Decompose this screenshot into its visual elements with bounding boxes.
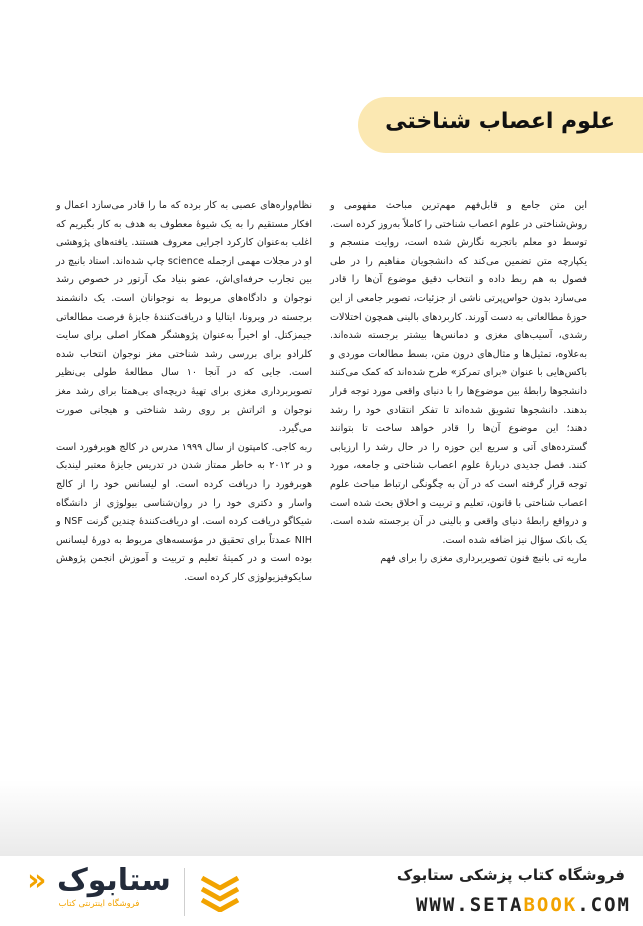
- footer-gradient: [0, 780, 643, 860]
- url-prefix: WWW.SETA: [415, 894, 524, 916]
- brand-arrows-icon: «: [27, 863, 47, 898]
- store-url[interactable]: [416, 894, 631, 916]
- url-suffix: .COM: [577, 894, 631, 916]
- paragraph: ماریه تی بانیچ فنون تصویربرداری مغزی را برای فهم: [380, 553, 587, 565]
- paragraph: نظام‌واره‌های عصبی به کار برده که ما را قادر می‌سازد اعمال و افکار مستقیم را به یک شیوهٔ معطوف به هدف به کار بگیریم که اغلب به‌عنوان کارکرد اجرایی معروف هستند. یافته‌های پژوهشی او در مجلات مهمی ازجمله science چاپ شده‌اند. استاد بانیچ در بین تجارب حرفه‌ای‌اش، عضو بنیاد مک آرتور در خصوص رشد نوجوان و دادگاه‌های مربوط به نوجوانان است. یک دانشمند برجسته در ویرونا، ایتالیا و دریافت‌کنندهٔ جایزهٔ فرصت مطالعاتی جیمزکتل. او اخیراً به‌عنوان پژوهشگر همکار اصلی برای سایت کلرادو برای بررسی رشد شناختی مغز نوجوان انتخاب شده است. جایی که در آنجا ۱۰ سال مطالعهٔ طولی بی‌نظیر تصویربرداری مغزی برای تهیهٔ دریچه‌ای بی‌همتا برای رشد مغز نوجوان و اثراتش بر روی رشد شناختی و هیجانی صورت می‌گیرد.: [56, 200, 312, 435]
- publisher-footer: [0, 856, 643, 926]
- text-column-right: [330, 197, 587, 569]
- logo-divider: [184, 868, 185, 916]
- store-name: فروشگاه کتاب پزشکی ستابوک: [396, 866, 625, 884]
- paragraph: ربه کاجی. کامپتون از سال ۱۹۹۹ مدرس در کالج هوبرفورد است و در ۲۰۱۲ به خاطر ممتاز شدن در تدریس جایزهٔ معتبر لیندبک هوبرفورد را دریافت کرده است. او لیسانس خود را از کالج واسار و دکتری خود را در روان‌شناسی بیولوژی از دانشگاه شیکاگو دریافت کرده است. او دریافت‌کنندهٔ چندین گرنت NSF و NIH عمدتاً برای تحقیق در مؤسسه‌های مربوط به دورهٔ لیسانس بوده است و در کمیتهٔ تعلیم و تربیت و آموزش انجمن پژوهش سایکوفیزیولوژی کار کرده است.: [56, 441, 313, 583]
- url-accent: BOOK: [523, 894, 578, 916]
- chapter-title: علوم اعصاب شناختی: [385, 109, 615, 134]
- brand-name: ستابوک «: [27, 863, 171, 898]
- stacked-chevrons-logo-icon: [198, 872, 242, 912]
- paragraph: این متن جامع و قابل‌فهم مهم‌ترین مباحث مفهومی و روش‌شناختی در علوم اعصاب شناختی را کاملاً به‌روز کرده است. توسط دو معلم باتجربه نگارش شده است، روایت منسجم و یکپارچه متن تضمین می‌کند که دانشجویان مفاهیم را در طی فصول به هم ربط داده و انتخاب دقیق موضوع آن‌ها را قادر می‌سازد بدون حواس‌پرتی ناشی از جزئیات، تصویر جامعی از این حوزهٔ مطالعاتی به دست آورند. کاربردهای بالینی همچون اختلالات رشدی، آسیب‌های مغزی و دمانس‌ها بیشتر برجسته شده‌اند. به‌علاوه، تمثیل‌ها و مثال‌های درون متن، بسط مطالعات موردی و باکس‌هایی با عنوان «برای تمرکز» طرح شده‌اند که کمک می‌کنند دانشجوها رابطهٔ بین موضوع‌ها را با دنیای واقعی مورد توجه قرار بدهند. دانشجوها تشویق شده‌اند تا تفکر انتقادی خود را رشد دهند؛ این موضوع آن‌ها را قادر خواهد ساخت تا بتوانند گسترده‌های آتی و سریع این حوزه را در حال رشد را ارزیابی کنند. فصل جدیدی دربارهٔ علوم اعصاب شناختی و جامعه، مورد توجه قرار گرفته است که در آن به چگونگی ارتباط مباحث علوم اعصاب شناختی با قانون، تعلیم و تربیت و اخلاق بحث شده است و درواقع رابطهٔ دنیای واقعی و بالینی در آن برجسته شده است. یک بانک سؤال نیز اضافه شده است.: [330, 200, 587, 546]
- brand-tagline: فروشگاه اینترنتی کتاب: [58, 899, 140, 909]
- brand-wordmark: [24, 864, 174, 910]
- text-column-left: [56, 197, 312, 587]
- chapter-title-band: [358, 97, 643, 153]
